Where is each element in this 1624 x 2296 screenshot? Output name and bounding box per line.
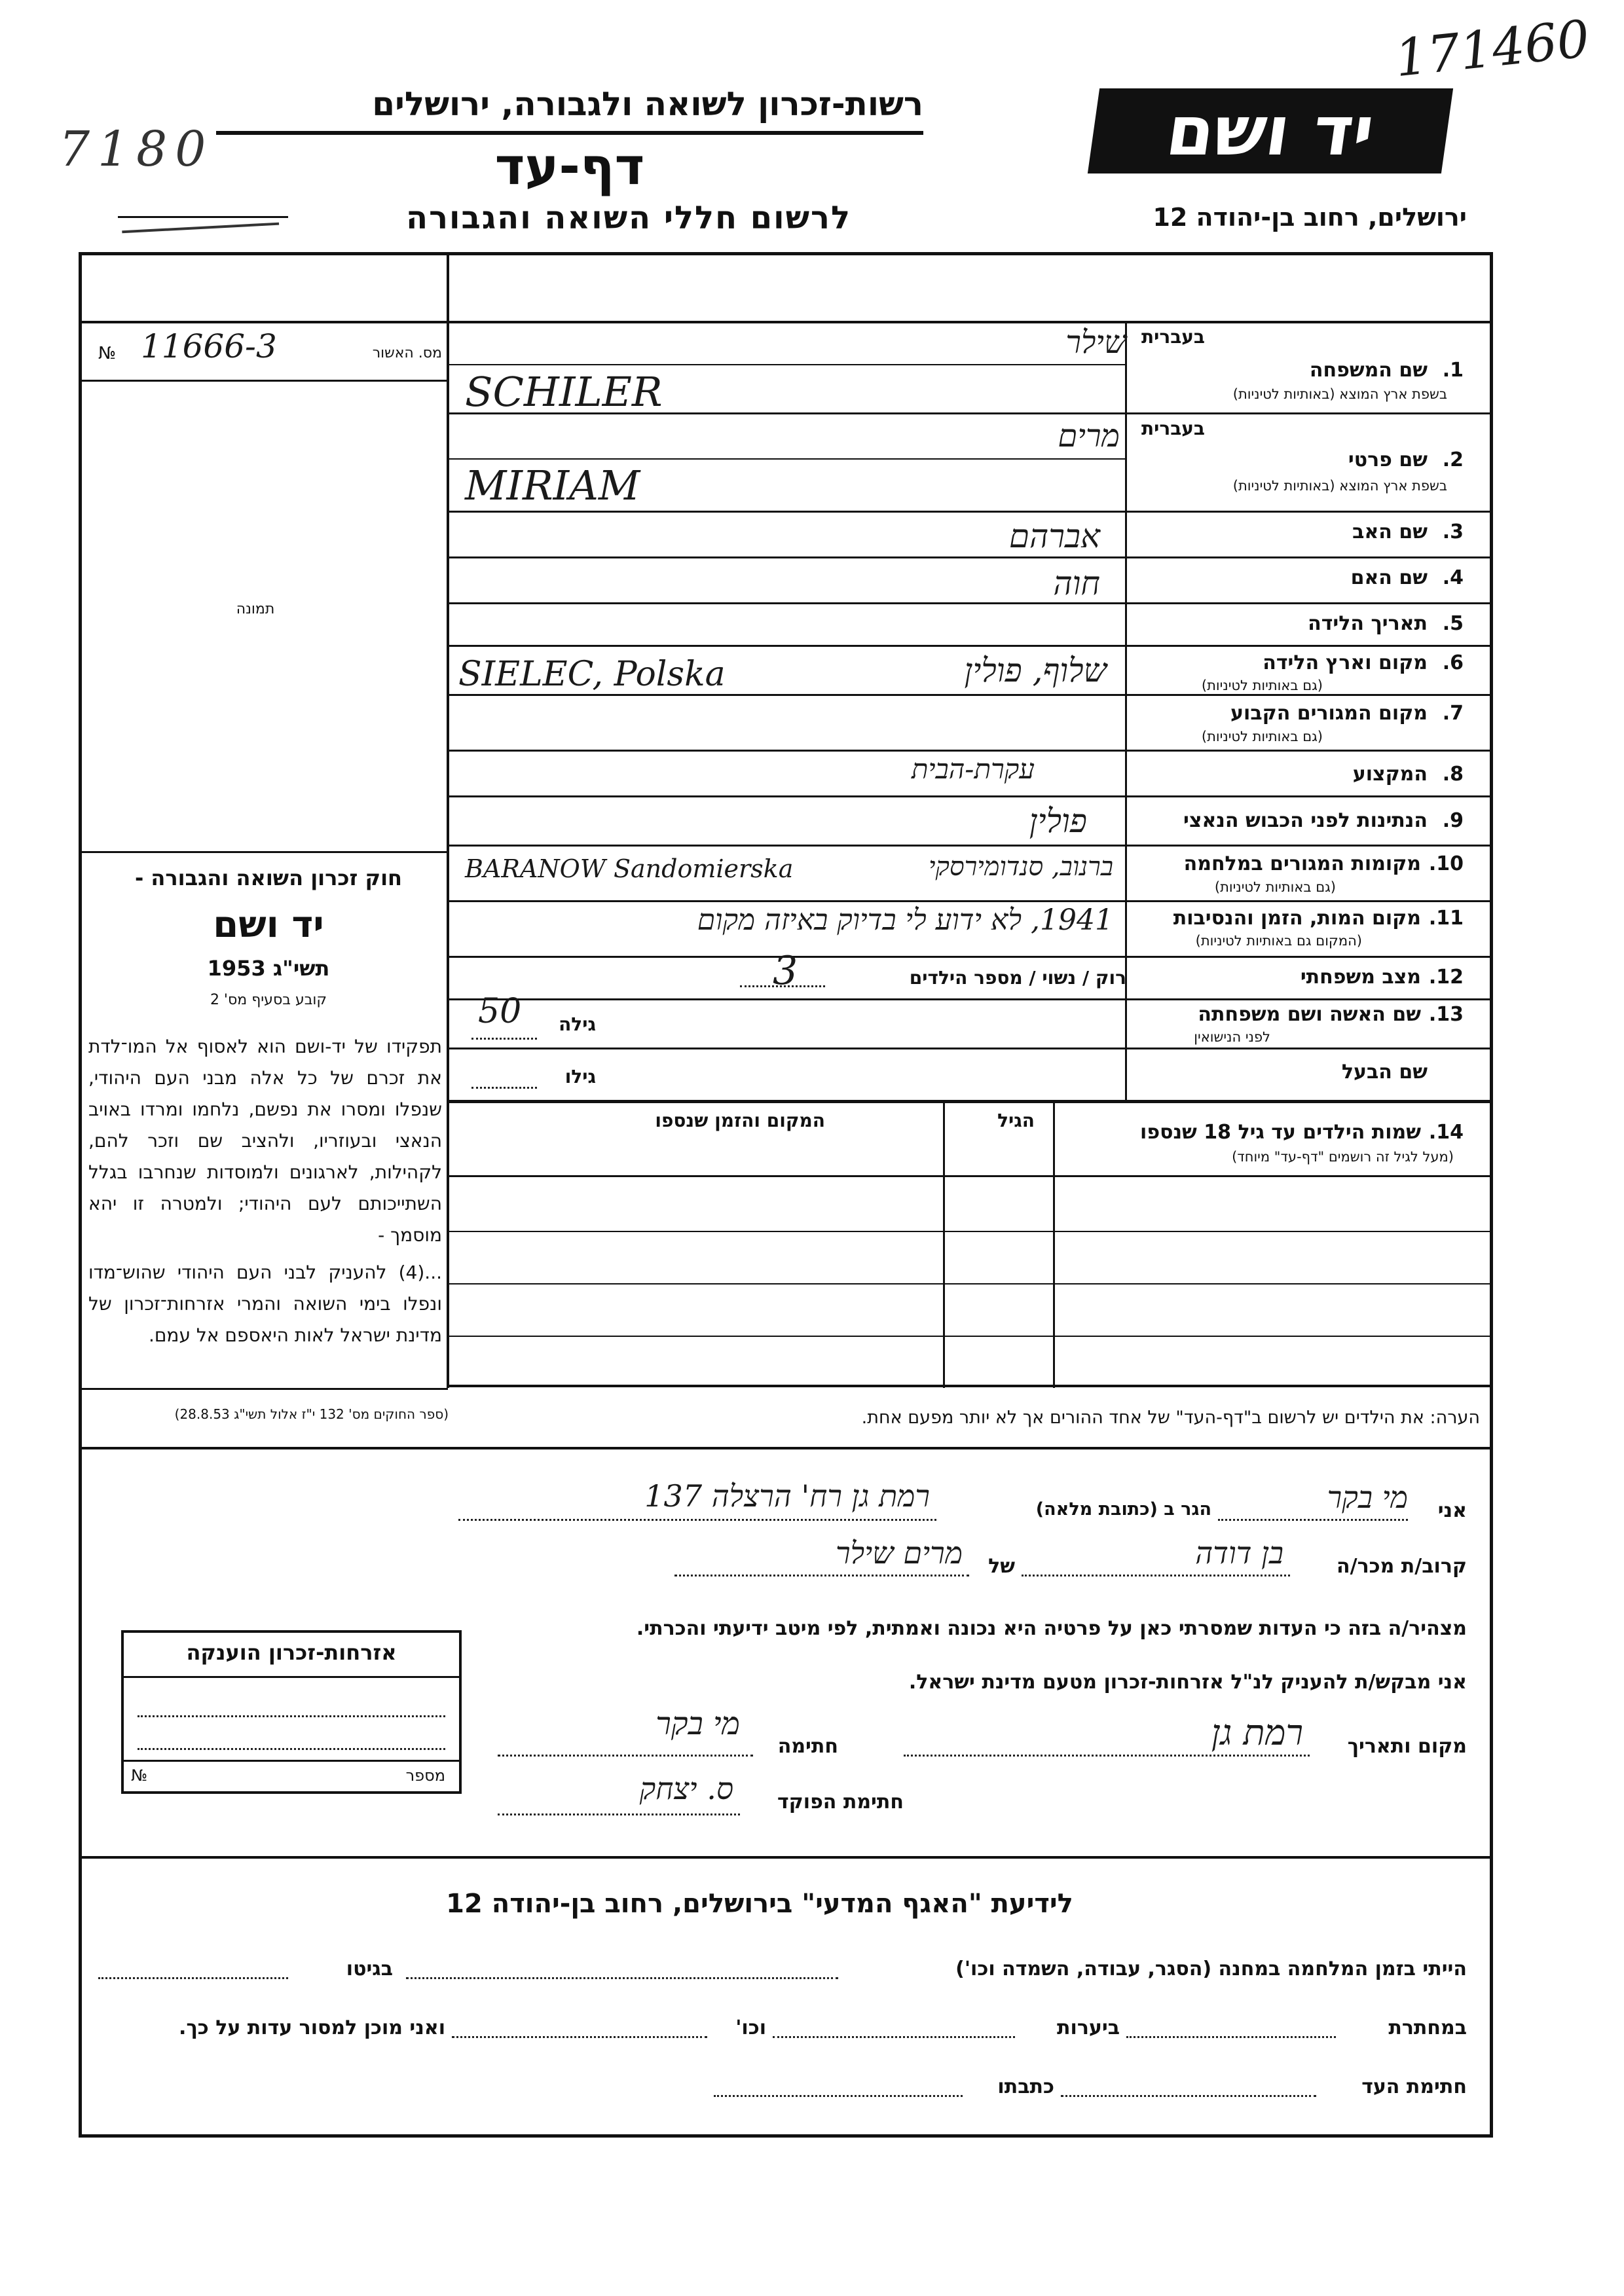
row-sep-14 [448, 998, 1493, 1000]
request-text: אני מבקש/ת להעניק לנ"ל אזרחות-זכרון מטעם מדינת ישראל. [908, 1671, 1467, 1694]
approval-value: 11666-3 [141, 327, 277, 365]
field-14-hint: (מעל לגיל זה רושמים "דף-עד" מיוחד) [1232, 1149, 1454, 1165]
citizenship-box-title: אזרחות-זכרון הוענקה [186, 1640, 397, 1665]
field-8-number: 8. [1442, 763, 1464, 786]
field-11-hint: (המקום גם באותיות לטיניות) [1195, 933, 1362, 949]
field-12-children-line [740, 985, 825, 987]
field-9-number: 9. [1442, 809, 1464, 832]
field-9-value: פולין [1029, 802, 1087, 840]
field-10-latin-value: BARANOW Sandomierska [465, 854, 794, 883]
field-14-number: 14. [1428, 1121, 1464, 1144]
table-row-4 [448, 1336, 1493, 1337]
declarant-section-bottom [79, 1856, 1493, 1859]
citizenship-box-line-1 [138, 1715, 445, 1717]
field-3-label: שם האב [1352, 520, 1428, 543]
authority-name: רשות-זכרון לשואה ולגבורה, ירושלים [372, 85, 923, 123]
note-text: הערה: את הילדים יש לרשום ב"דף-העד" של אחד ההורים אך לא יותר מפעם אחת. [861, 1408, 1480, 1428]
subtitle-underline [118, 216, 288, 218]
declarant-relation-line [1022, 1575, 1290, 1576]
row-sep-10 [448, 795, 1493, 797]
row-sep-9 [448, 750, 1493, 752]
note-section-bottom [79, 1447, 1493, 1449]
field-6-latin-value: SIELEC, Polska [458, 655, 726, 694]
field-4-value: חוה [1053, 564, 1100, 602]
form-title: דף-עד [494, 137, 645, 196]
field-13-hint: לפני הנישואין [1194, 1029, 1270, 1045]
law-year: תשי"ג 1953 [207, 956, 330, 981]
field-11-label: מקום המות, הזמן והנסיבות [1173, 907, 1421, 930]
footer-underground-line [1126, 2036, 1336, 2038]
footer-camp-label: הייתי בזמן המלחמה במחנה (הסגר, עבודה, השמדה וכו') [955, 1958, 1467, 1980]
declaration-text: מצהיר/ה בזה כי העדות שמסרתי כאן על פרטיה היא נכונה ואמתית, לפי מיטב ידיעתי והכרתי. [636, 1617, 1467, 1640]
declarant-relative-label: קרוב/ת מכר/ה [1337, 1555, 1467, 1578]
handwritten-scribble [120, 192, 279, 233]
row-sep-13 [448, 956, 1493, 958]
field-13-age-label: גילה [559, 1013, 596, 1035]
field-8-value: עקרת-הבית [911, 753, 1035, 785]
table-row-1 [448, 1175, 1493, 1177]
row-sep-4 [448, 511, 1493, 513]
field-4-number: 4. [1442, 566, 1464, 589]
footer-etc-label: וכו' [735, 2016, 766, 2039]
row-sep-1 [448, 364, 1126, 365]
table-col-line-2 [1053, 1103, 1055, 1388]
row-sep-3 [448, 458, 1126, 460]
field-7-hint: (גם באותיות לטיניות) [1201, 729, 1323, 744]
place-date-label: מקום ותאריך [1347, 1735, 1467, 1758]
declarant-address-line [458, 1519, 936, 1521]
footer-witness-signature-label: חתימת העד [1361, 2075, 1467, 2098]
row-sep-12 [448, 900, 1493, 902]
law-clause: קובע בסעיף מס' 2 [210, 992, 327, 1008]
form-subtitle: לרשום חללי השואה והגבורה [406, 200, 851, 236]
field-13-husband-age-line [471, 1087, 537, 1089]
photo-box-bottom [79, 380, 448, 382]
field-6-hint: (גם באותיות לטיניות) [1201, 678, 1323, 693]
footer-camp-line [406, 1977, 838, 1979]
photo-column-divider [447, 252, 449, 1388]
field-1-number: 1. [1442, 359, 1464, 382]
field-1-label: שם המשפחה [1309, 359, 1428, 382]
footer-forests-label: ביערות [1057, 2016, 1120, 2039]
field-13-number: 13. [1428, 1003, 1464, 1026]
field-11-number: 11. [1428, 907, 1464, 930]
signature-value: מי בקר [655, 1705, 740, 1742]
field-14-col-age: הגיל [997, 1110, 1035, 1131]
table-row-3 [448, 1283, 1493, 1285]
table-row-2 [448, 1231, 1493, 1232]
field-12-number: 12. [1428, 966, 1464, 989]
officer-label: חתימת הפוקד [777, 1791, 904, 1813]
stamp-number: 7180 [59, 121, 214, 177]
footer-willing-label: ואני מוכן למסור עדות על כך. [179, 2016, 445, 2039]
citizenship-box-line-2 [138, 1748, 445, 1750]
declarant-of-label: של [988, 1555, 1015, 1578]
law-reference: (ספר החוקים מס' 132 י"ז אלול תשי"ג 28.8.53) [174, 1406, 449, 1422]
archive-number: 171460 [1392, 9, 1593, 89]
field-7-number: 7. [1442, 702, 1464, 725]
footer-forests-line [773, 2036, 1015, 2038]
field-10-label: מקומות המגורים במלחמה [1183, 852, 1421, 875]
footer-ghetto-line [98, 1977, 288, 1979]
law-section-bottom [79, 1388, 448, 1390]
field-7-label: מקום המגורים הקבוע [1230, 702, 1428, 725]
header-address: ירושלים, רחוב בן-יהודה 12 [1153, 203, 1467, 232]
field-2-in-hebrew: בעברית [1141, 418, 1205, 439]
field-2-number: 2. [1442, 448, 1464, 471]
footer-address-line [714, 2095, 963, 2097]
declarant-name: מי בקר [1327, 1480, 1408, 1515]
approval-label: מס. האשור [372, 345, 442, 361]
footer-etc-line [452, 2036, 707, 2038]
footer-ghetto-label: בגיטו [346, 1958, 393, 1980]
field-13-husband-age-label: גילו [564, 1066, 596, 1087]
field-8-label: המקצוע [1352, 763, 1428, 786]
officer-line [498, 1813, 740, 1815]
field-12-label: מצב משפחתי [1300, 966, 1421, 989]
field-5-label: תאריך הלידה [1308, 612, 1428, 635]
field-2-hint: בשפת ארץ המוצא (באותיות לטיניות) [1232, 478, 1447, 494]
declarant-i-label: אני [1437, 1499, 1467, 1522]
field-13-husband-label: שם הבעל [1341, 1061, 1428, 1084]
field-14-label: שמות הילדים עד גיל 18 שנספו [1140, 1121, 1421, 1144]
field-5-number: 5. [1442, 612, 1464, 635]
footer-heading: לידיעת "האגף המדעי" בירושלים, רחוב בן-יהודה 12 [446, 1889, 1073, 1919]
approval-no: № [98, 344, 117, 363]
frame-top-inner [79, 321, 1493, 323]
row-sep-11 [448, 845, 1493, 847]
row-sep-15 [448, 1048, 1493, 1049]
field-9-label: הנתינות לפני הכבוש הנאצי [1183, 809, 1428, 832]
field-3-number: 3. [1442, 520, 1464, 543]
row-sep-8 [448, 694, 1493, 696]
field-4-label: שם האם [1350, 566, 1428, 589]
field-10-hint: (גם באותיות לטיניות) [1214, 879, 1336, 895]
field-1-hint: בשפת ארץ המוצא (באותיות לטיניות) [1232, 386, 1447, 402]
table-bottom [448, 1385, 1493, 1387]
field-13-age-value: 50 [478, 992, 522, 1031]
citizenship-box-sep-2 [124, 1760, 459, 1762]
field-2-label: שם פרטי [1348, 448, 1428, 471]
footer-underground-label: במחתרת [1388, 2016, 1467, 2039]
declarant-address: רמת גן רח' הרצלה 137 [644, 1478, 930, 1514]
field-13-age-line [471, 1038, 537, 1040]
row-sep-6 [448, 602, 1493, 604]
declarant-relation: בן דודה [1195, 1535, 1283, 1571]
place-date-line [904, 1755, 1310, 1757]
field-1-latin-value: SCHILER [465, 368, 663, 416]
field-10-number: 10. [1428, 852, 1464, 875]
photo-label: תמונה [236, 601, 275, 617]
field-1-hebrew-value: שילר [1065, 324, 1126, 361]
authority-underline [216, 131, 923, 135]
law-title: חוק זכרון השואה והגבורה - [134, 866, 403, 890]
declarant-of-line [674, 1575, 969, 1576]
field-6-value: שלוף, פולין [964, 651, 1107, 689]
field-6-label: מקום וארץ הלידה [1263, 651, 1428, 674]
signature-label: חתימה [777, 1735, 838, 1758]
field-3-value: אברהם [1008, 517, 1100, 555]
citizenship-no: № [131, 1766, 147, 1785]
field-10-value: ברנוב, סנדומירסקי [928, 852, 1113, 882]
citizenship-box-sep-1 [124, 1676, 459, 1678]
table-col-line-1 [943, 1103, 945, 1388]
law-paragraph-1: תפקידו של יד-ושם הוא לאסוף אל המו־לדת את זכרם של כל אלה מבני העם היהודי, שנפלו ומסרו את נפשם, נלחמו ומרדו באויב הנאצי ובעוזריו, ולהציב שם וזכר להם, לקהילות, לארגונים ולמוסדות שנחרבו בגלל השתייכותם לעם היהודי; ולמטרה זו יהא מוסמך - [88, 1036, 442, 1246]
field-12-children-value: 3 [773, 948, 798, 994]
officer-value: ס. יצחק [639, 1771, 733, 1806]
place-date-value: רמת גן [1211, 1712, 1303, 1753]
row-sep-7 [448, 645, 1493, 647]
footer-address-label: כתבתו [997, 2075, 1054, 2098]
row-sep-5 [448, 556, 1493, 558]
field-13-label: שם האשה ושם משפחתה [1198, 1003, 1421, 1026]
footer-witness-signature-line [1061, 2095, 1316, 2097]
photo-box-bottom2 [79, 851, 448, 853]
field-12-options: רוק / נשוי / מספר הילדים [909, 967, 1126, 989]
field-2-latin-value: MIRIAM [465, 462, 640, 509]
field-14-col-place: המקום והזמן שנספו [655, 1110, 825, 1131]
signature-line [498, 1755, 753, 1757]
field-11-value: 1941, לא ידוע לי בדיוק באיזה מקום [697, 903, 1113, 937]
field-2-hebrew-value: מרים [1058, 418, 1120, 454]
row-sep-16 [448, 1100, 1493, 1103]
declarant-name-line [1218, 1519, 1408, 1521]
declarant-resident-label: הגר ב (כתובת מלאה) [1035, 1499, 1211, 1520]
yad-vashem-logo: יד ושם [1088, 88, 1453, 173]
field-6-number: 6. [1442, 651, 1464, 674]
citizenship-number-label: מספר [405, 1766, 445, 1785]
law-title-yad-vashem: יד ושם [213, 903, 324, 946]
law-paragraph-2: ...(4) להעניק לבני העם היהודי שהוש־מדו ונפלו בימי השואה והמרי אזרחות־זכרון של מדינת ישראל לאות היאספם אל עמם. [88, 1262, 442, 1346]
field-1-in-hebrew: בעברית [1141, 326, 1205, 348]
declarant-of-value: מרים שילר [836, 1535, 963, 1571]
